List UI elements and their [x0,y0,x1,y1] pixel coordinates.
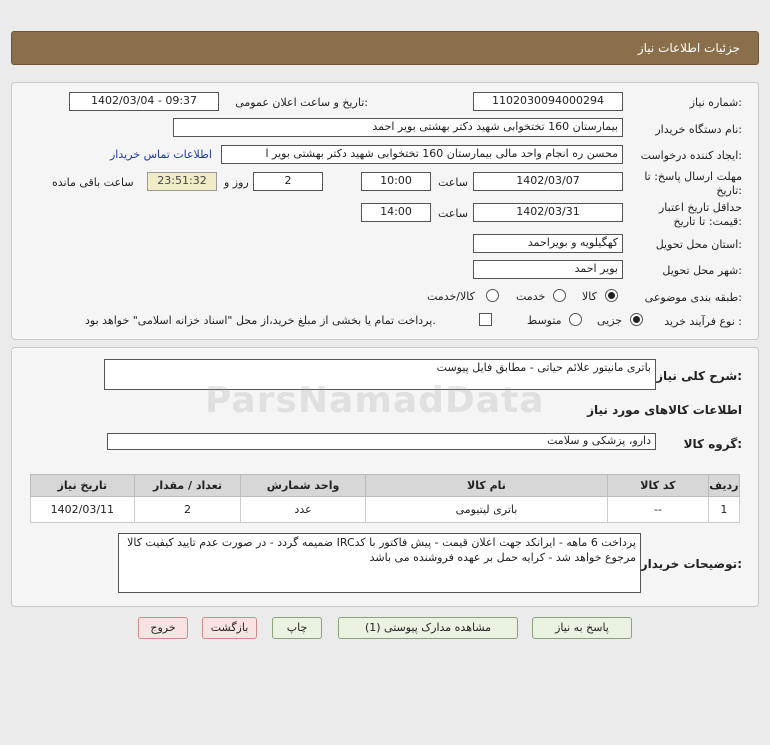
watermark-text: ParsNamadData [205,380,545,421]
deadline-label-line1: مهلت ارسال پاسخ: تا [644,170,742,183]
process-radio-medium[interactable] [569,313,582,326]
province-label: استان محل تحویل: [655,238,742,251]
goods-group-field: دارو، پزشکی و سلامت [107,433,656,450]
category-radio-goods-service[interactable] [486,289,499,302]
process-radio-minor[interactable] [630,313,643,326]
goods-section-title: اطلاعات کالاهای مورد نیاز [587,403,742,417]
days-label: روز و [224,176,249,189]
treasury-payment-checkbox[interactable] [479,313,492,326]
deadline-time-field: 10:00 [361,172,431,191]
cell-qty: 2 [134,497,241,523]
notes-field: پرداخت 6 ماهه - ایرانکد جهت اعلان قیمت - پیش فاکتور با کدIRC ضمیمه گردد - در صورت عدم تایید کیفیت کالا مرجوع خواهد شد - کرایه حمل بر عهده فروشنده می باشد [118,533,641,593]
page-header [11,31,759,65]
summary-field: باتری مانیتور علائم حیاتی - مطابق فایل پیوست [104,359,656,390]
days-field: 2 [253,172,323,191]
category-radio-service[interactable] [553,289,566,302]
goods-table [30,474,740,523]
process-option-minor: جزیی [597,314,623,327]
need-number-field: 1102030094000294 [473,92,623,111]
summary-label: شرح کلی نیاز: [656,369,742,383]
view-documents-button[interactable]: مشاهده مدارک پیوستی (1) [338,617,518,639]
city-label: شهر محل تحویل: [662,264,742,277]
goods-group-label: گروه کالا: [683,437,742,451]
validity-label-line2: قیمت: تا تاریخ: [673,215,742,228]
category-label: طبقه بندی موضوعی: [644,291,742,304]
validity-date-field: 1402/03/31 [473,203,623,222]
col-row: ردیف [708,475,739,497]
buyer-label: نام دستگاه خریدار: [655,123,742,136]
back-button[interactable]: بازگشت [202,617,257,639]
process-option-medium: متوسط [527,314,562,327]
page-title: جزئیات اطلاعات نیاز [637,41,740,55]
buyer-field: بیمارستان 160 تختخوابی شهید دکتر بهشتی بویر احمد [173,118,623,137]
province-field: کهگیلویه و بویراحمد [473,234,623,253]
cell-unit: عدد [241,497,365,523]
col-code: کد کالا [608,475,709,497]
city-field: بویر احمد [473,260,623,279]
cell-name: باتری لیتیومی [365,497,607,523]
print-button[interactable]: چاپ [272,617,322,639]
cell-date: 1402/03/11 [31,497,135,523]
notes-label: توضیحات خریدار: [640,557,742,571]
reply-button[interactable]: پاسخ به نیاز [532,617,632,639]
need-number-label: شماره نیاز: [689,96,742,109]
exit-button[interactable]: خروج [138,617,188,639]
col-date: تاریخ نیاز [31,475,135,497]
deadline-time-label: ساعت [438,176,468,189]
deadline-date-field: 1402/03/07 [473,172,623,191]
creator-field: محسن ره انجام واحد مالی بیمارستان 160 تختخوابی شهید دکتر بهشتی بویر ا [221,145,623,164]
remaining-label: ساعت باقی مانده [52,176,134,189]
category-option-service: خدمت [516,290,546,303]
category-option-goods: کالا [582,290,597,303]
announce-label: تاریخ و ساعت اعلان عمومی: [235,96,368,109]
table-row [31,497,740,523]
validity-time-label: ساعت [438,207,468,220]
col-name: نام کالا [365,475,607,497]
validity-label-line1: حداقل تاریخ اعتبار [658,201,742,214]
goods-table-header [31,475,740,497]
category-option-goods-service: کالا/خدمت [427,290,475,303]
announce-field: 1402/03/04 - 09:37 [69,92,219,111]
remaining-time-field: 23:51:32 [147,172,217,191]
deadline-label-line2: تاریخ: [716,184,742,197]
category-radio-goods[interactable] [605,289,618,302]
col-unit: واحد شمارش [241,475,365,497]
buyer-contact-link[interactable]: اطلاعات تماس خریدار [110,148,212,161]
process-label: نوع فرآیند خرید : [664,315,742,328]
col-qty: تعداد / مقدار [134,475,241,497]
treasury-payment-note: پرداخت تمام یا بخشی از مبلغ خرید،از محل "اسناد خزانه اسلامی" خواهد بود. [85,314,436,327]
validity-time-field: 14:00 [361,203,431,222]
cell-row: 1 [708,497,739,523]
cell-code: -- [608,497,709,523]
creator-label: ایجاد کننده درخواست: [640,149,742,162]
